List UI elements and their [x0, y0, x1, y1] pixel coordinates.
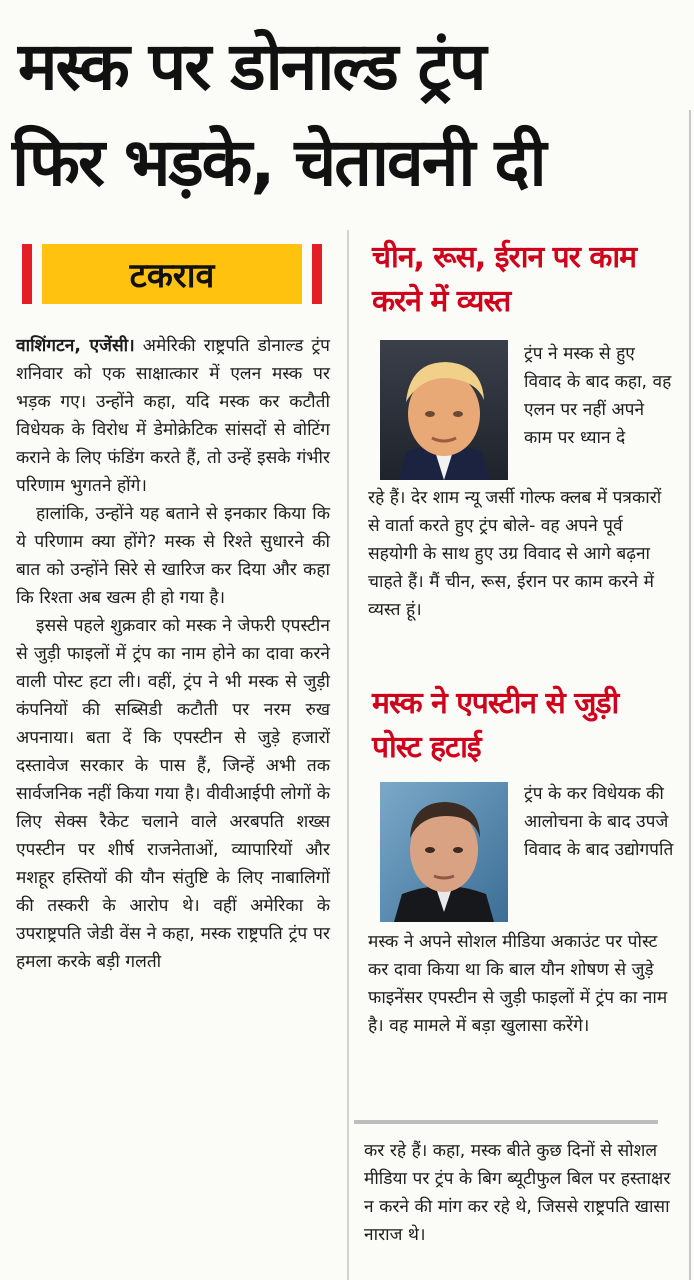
- story2-wrap-text: ट्रंप के कर विधेयक की आलोचना के बाद उपजे विवाद के बाद उद्योगपति: [524, 784, 674, 860]
- trump-photo: [380, 340, 508, 480]
- trump-portrait-image: [380, 340, 508, 480]
- tag-label: टकराव: [42, 244, 302, 304]
- headline-line-2: फिर भड़के, चेतावनी दी: [12, 124, 545, 201]
- story2-text: मस्क ने अपने सोशल मीडिया अकाउंट पर पोस्ट कर दावा किया था कि बाल यौन शोषण से जुड़े फाइनेंसर एपस्टीन से जुड़ी फाइलों में ट्रंप का नाम है। वह मामले में बड़ा खुलासा करेंगे।: [368, 932, 668, 1036]
- paragraph-1-text: अमेरिकी राष्ट्रपति डोनाल्ड ट्रंप शनिवार को एक साक्षात्कार में एलन मस्क पर भड़क गए। उन्होंने कहा, यदि मस्क कर कटौती विधेयक के विरोध में डेमोक्रेटिक सांसदों से वोटिंग कराने के लिए फंडिंग करते हैं, तो उन्हें इसके गंभीर परिणाम भुगतने होंगे।: [16, 336, 330, 496]
- musk-photo: [380, 782, 508, 922]
- paragraph-2: हालांकि, उन्होंने यह बताने से इनकार किया कि ये परिणाम क्या होंगे? मस्क से रिश्ते सुधारने की बात को उन्होंने सिरे से खारिज कर दिया और कहा कि रिश्ता अब खत्म ही हो गया है।: [16, 504, 330, 608]
- section-tag: [22, 244, 322, 304]
- headline-line-1: मस्क पर डोनाल्ड ट्रंप: [18, 28, 485, 105]
- section-rule: [354, 1120, 658, 1124]
- paragraph-1: [16, 332, 330, 500]
- column-divider: [347, 230, 349, 1280]
- tag-bar-right: [312, 244, 322, 304]
- dateline: वाशिंगटन, एजेंसी।: [16, 336, 135, 356]
- subheading-musk-epstein: मस्क ने एपस्टीन से जुड़ी पोस्ट हटाई: [372, 686, 619, 765]
- musk-portrait-image: [380, 782, 508, 922]
- left-column: [16, 332, 330, 976]
- story1-text: रहे हैं। देर शाम न्यू जर्सी गोल्फ क्लब में पत्रकारों से वार्ता करते हुए ट्रंप बोले- वह अपने पूर्व सहयोगी के साथ हुए उग्र विवाद से आगे बढ़ना चाहते हैं। मैं चीन, रूस, ईरान पर काम करने में व्यस्त हूं।: [368, 488, 662, 620]
- page-edge-rule: [689, 110, 691, 1280]
- paragraph-3: इससे पहले शुक्रवार को मस्क ने जेफरी एपस्टीन से जुड़ी फाइलों में ट्रंप का नाम होने का दावा करने वाली पोस्ट हटा ली। वहीं, ट्रंप ने भी मस्क से जुड़ी कंपनियों की सब्सिडी कटौती पर नरम रुख अपनाया। बता दें कि एपस्टीन से जुड़े हजारों दस्तावेज सरकार के पास हैं, जिन्हें अभी तक सार्वजनिक नहीं किया गया है। वीवीआईपी लोगों के लिए सेक्स रैकेट चलाने वाले अरबपति शख्स एपस्टीन पर शीर्ष राजनेताओं, व्यापारियों और मशहूर हस्तियों की यौन संतुष्टि के लिए नाबालिगों की तस्करी के आरोप थे। वहीं अमेरिका के उपराष्ट्रपति जेडी वेंस ने कहा, मस्क राष्ट्रपति ट्रंप पर हमला करके बड़ी गलती: [16, 616, 330, 972]
- subheading-china-russia-iran: चीन, रूस, ईरान पर काम करने में व्यस्त: [372, 240, 637, 319]
- story1-wrap-text: ट्रंप ने मस्क से हुए विवाद के बाद कहा, वह एलन पर नहीं अपने काम पर ध्यान दे: [524, 344, 672, 448]
- bottom-continuation-text: कर रहे हैं। कहा, मस्क बीते कुछ दिनों से सोशल मीडिया पर ट्रंप के बिग ब्यूटीफुल बिल पर हस्ताक्षर न करने की मांग कर रहे थे, जिससे राष्ट्रपति खासा नाराज थे।: [364, 1141, 671, 1245]
- tag-bar-left: [22, 244, 32, 304]
